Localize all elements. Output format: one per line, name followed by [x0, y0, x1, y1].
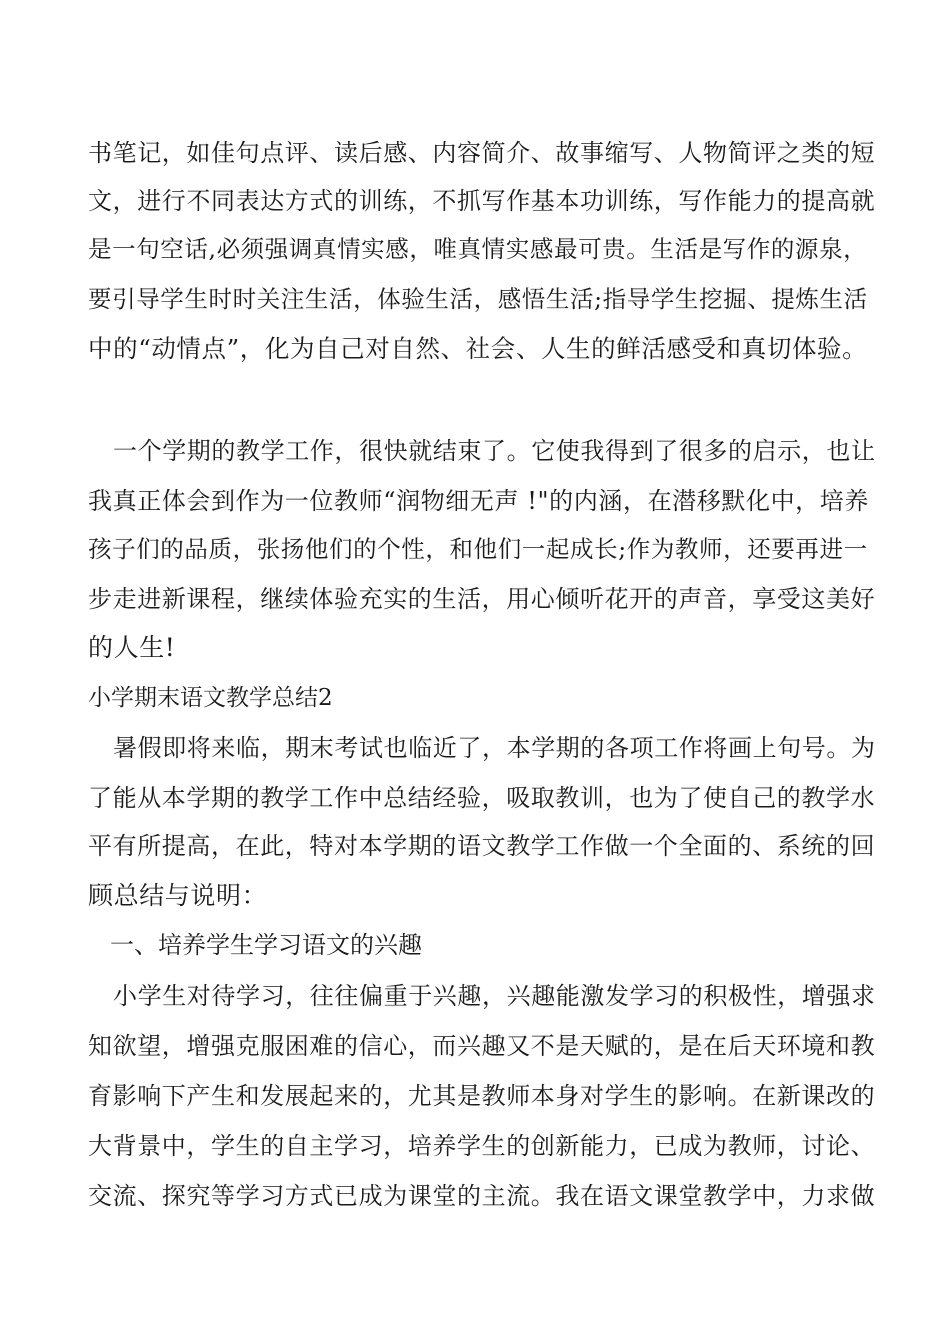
text-line: 孩子们的品质，张扬他们的个性，和他们一起成长;作为教师，还要再进一 [88, 535, 868, 563]
text-line: 书笔记，如佳句点评、读后感、内容简介、故事缩写、人物简评之类的短 [88, 139, 876, 167]
text-line: 大背景中，学生的自主学习，培养学生的创新能力，已成为教师，讨论、 [88, 1132, 876, 1160]
text-line: 中的“动情点”，化为自己对自然、社会、人生的鲜活感受和真切体验。 [88, 334, 868, 363]
text-line: 步走进新课程，继续体验充实的生活，用心倾听花开的声音，享受这美好 [88, 585, 876, 613]
text-line: 小学生对待学习，往往偏重于兴趣，兴趣能激发学习的积极性，增强求 [113, 982, 876, 1010]
text-line: 是一句空话,必须强调真情实感，唯真情实感最可贵。生活是写作的源泉， [88, 235, 868, 263]
subheading: 一、培养学生学习语文的兴趣 [110, 931, 422, 959]
text-line: 交流、探究等学习方式已成为课堂的主流。我在语文课堂教学中，力求做 [88, 1182, 876, 1210]
text-line: 暑假即将来临，期末考试也临近了，本学期的各项工作将画上句号。为 [113, 734, 876, 762]
text-line: 育影响下产生和发展起来的，尤其是教师本身对学生的影响。在新课改的 [88, 1082, 876, 1110]
text-line: 了能从本学期的教学工作中总结经验，吸取教训，也为了使自己的教学水 [88, 784, 876, 812]
text-line: 要引导学生时时关注生活，体验生活，感悟生活;指导学生挖掘、提炼生活 [88, 285, 868, 313]
text-line: 的人生! [88, 633, 176, 662]
text-line: 顾总结与说明： [88, 881, 268, 910]
text-line: 平有所提高，在此，特对本学期的语文教学工作做一个全面的、系统的回 [88, 832, 876, 860]
text-line: 我真正体会到作为一位教师“润物细无声 !"的内涵，在潜移默化中，培养 [88, 487, 869, 515]
section-title: 小学期末语文教学总结2 [88, 685, 333, 711]
text-line: 知欲望，增强克服困难的信心，而兴趣又不是天赋的，是在后天环境和教 [88, 1032, 876, 1060]
text-line: 一个学期的教学工作，很快就结束了。它使我得到了很多的启示，也让 [113, 437, 876, 465]
text-line: 文，进行不同表达方式的训练，不抓写作基本功训练，写作能力的提高就 [88, 187, 876, 215]
